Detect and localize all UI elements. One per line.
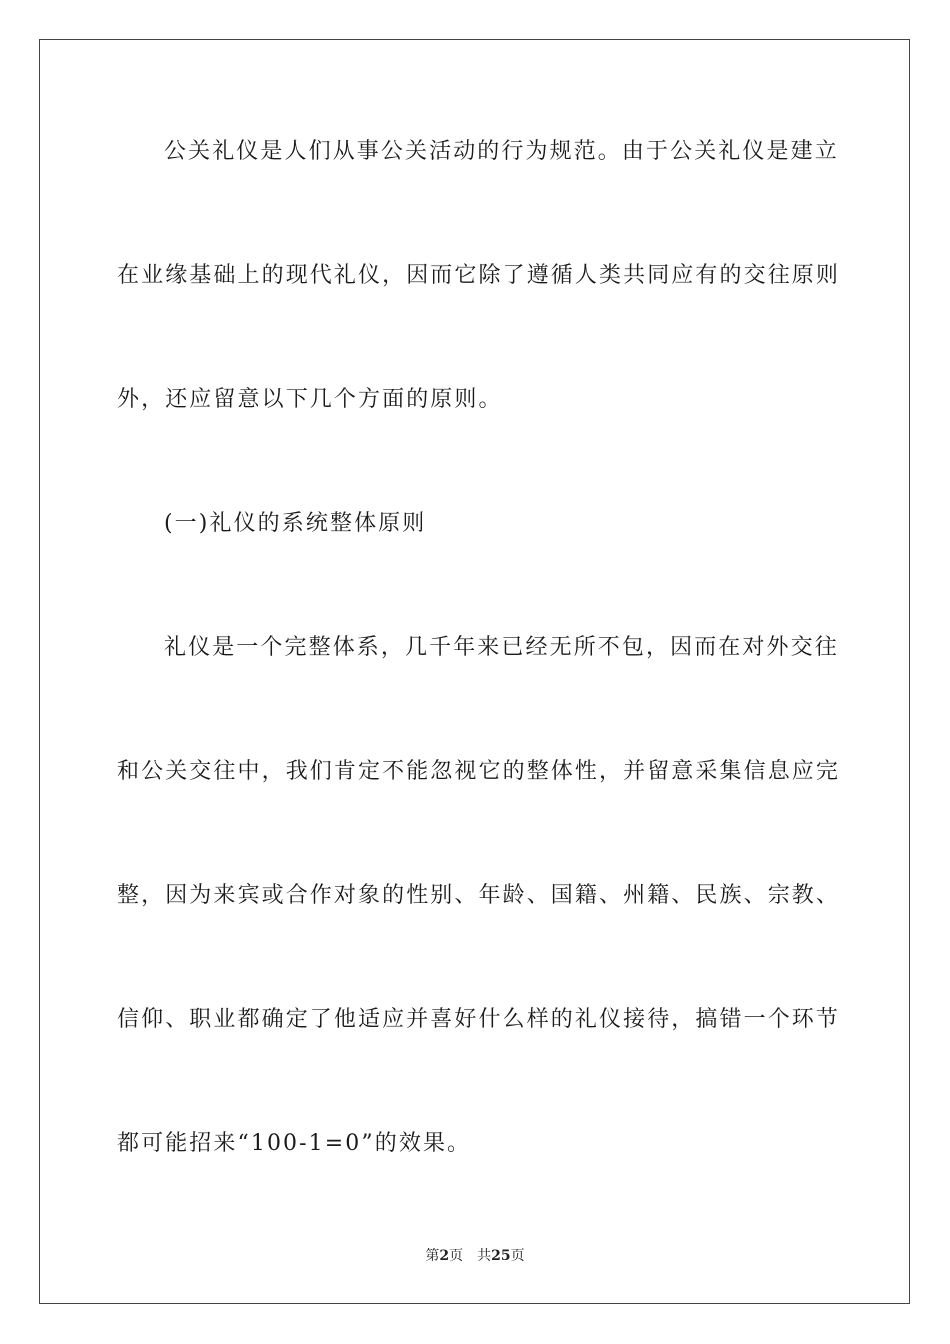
paragraph-line: 公关礼仪是人们从事公关活动的行为规范。由于公关礼仪是建立: [164, 139, 839, 164]
page-frame: [39, 39, 910, 1304]
page-prefix: 第: [425, 1248, 440, 1264]
total-suffix: 页: [510, 1248, 525, 1264]
paragraph-line: 信仰、职业都确定了他适应并喜好什么样的礼仪接待，搞错一个环节: [117, 1007, 841, 1032]
paragraph-line: 礼仪是一个完整体系，几千年来已经无所不包，因而在对外交往: [164, 635, 839, 660]
paragraph-line: 都可能招来“100-1=0”的效果。: [117, 1131, 472, 1156]
paragraph-line: 整，因为来宾或合作对象的性别、年龄、国籍、州籍、民族、宗教、: [117, 883, 841, 908]
total-prefix: 共: [477, 1248, 492, 1264]
page-number: 2: [439, 1248, 450, 1264]
page-suffix: 页: [449, 1248, 464, 1264]
page-footer: [0, 1247, 950, 1265]
paragraph-line: 和公关交往中，我们肯定不能忽视它的整体性，并留意采集信息应完: [117, 759, 841, 784]
section-heading: (一)礼仪的系统整体原则: [164, 511, 427, 536]
total-pages: 25: [491, 1248, 511, 1264]
paragraph-line: 外，还应留意以下几个方面的原则。: [117, 387, 503, 412]
paragraph-line: 在业缘基础上的现代礼仪，因而它除了遵循人类共同应有的交往原则: [117, 263, 841, 288]
